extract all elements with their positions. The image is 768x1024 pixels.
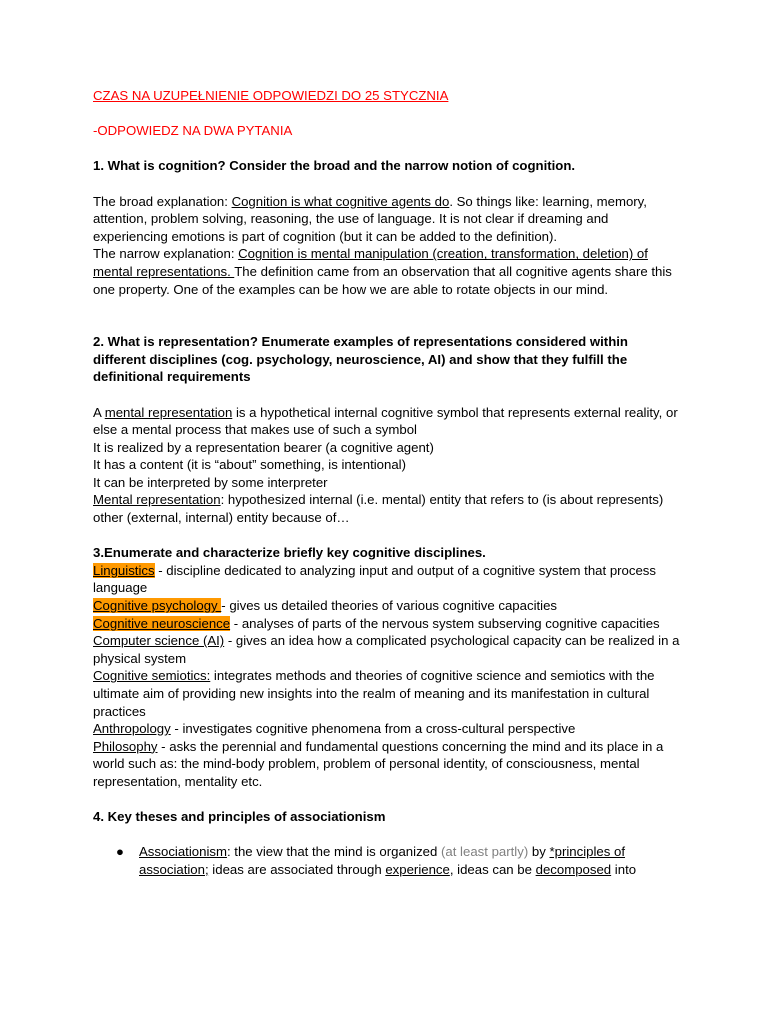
q2-line-hypothesized: Mental representation: hypothesized internal (i.e. mental) entity that refers to (is about represents) other (external, internal) entity because of…: [93, 492, 664, 526]
discipline-linguistics: Linguistics - discipline dedicated to analyzing input and output of a cognitive system that process language: [93, 562, 656, 596]
document-body: [93, 87, 683, 879]
experience-term: experience: [385, 861, 450, 877]
mental-representation-term-2: Mental representation: [93, 492, 221, 508]
associationism-term: Associationism: [139, 844, 227, 860]
q1-heading: 1. What is cognition? Consider the broad and the narrow notion of cognition.: [93, 158, 576, 174]
principles-term: *principles of association;: [139, 844, 625, 877]
discipline-term: Philosophy: [93, 738, 158, 754]
q3-heading: 3.Enumerate and characterize briefly key cognitive disciplines.: [93, 545, 486, 561]
deadline-notice: [93, 87, 683, 105]
discipline-term: Anthropology: [93, 721, 171, 737]
list-item: ● Associationism: the view that the mind is organized (at least partly) by *principles of association; ideas are associated through experience, ideas can be decomposed into: [116, 844, 637, 877]
discipline-term: Cognitive semiotics:: [93, 668, 211, 684]
discipline-term: Linguistics: [93, 562, 155, 578]
discipline-term: Cognitive neuroscience: [93, 615, 231, 631]
narrow-definition: Cognition is mental manipulation (creation, transformation, deletion) of mental representations.: [93, 246, 648, 279]
discipline-term: Computer science (AI): [93, 633, 225, 649]
q2-line-bearer: It is realized by a representation bearer (a cognitive agent): [93, 439, 434, 455]
bullet-icon: ●: [116, 844, 124, 860]
instruction-notice: -ODPOWIEDZ NA DWA PYTANIA: [93, 123, 293, 139]
deadline-text: CZAS NA UZUPEŁNIENIE ODPOWIEDZI DO 25 STYCZNIA: [93, 88, 449, 103]
q2-line-content: It has a content (it is “about” something, is intentional): [93, 457, 406, 473]
discipline-computer-science: Computer science (AI) - gives an idea how a complicated psychological capacity can be realized in a physical system: [93, 633, 680, 666]
discipline-philosophy: Philosophy - asks the perennial and fundamental questions concerning the mind and its place in a world such as: the mind-body problem, problem of personal identity, of consciousness, mental representation, mentality etc.: [93, 738, 664, 789]
q4-heading: 4. Key theses and principles of associationism: [93, 809, 386, 825]
q4-bullet-list: [93, 843, 683, 878]
q1-broad-paragraph: The broad explanation: Cognition is what cognitive agents do. So things like: learning, memory, attention, problem solving, reasoning, the use of language. It is not clear if dreaming and experiencing emotions is part of cognition (but it can be added to the definition).: [93, 193, 647, 244]
discipline-cognitive-psychology: Cognitive psychology - gives us detailed theories of various cognitive capacities: [93, 598, 558, 614]
decomposed-term: decomposed: [535, 861, 612, 877]
mental-representation-term: mental representation: [104, 404, 233, 420]
q2-definition: A mental representation is a hypothetical internal cognitive symbol that represents external reality, or else a mental process that makes use of such a symbol: [93, 404, 678, 438]
q1-narrow-paragraph: The narrow explanation: Cognition is mental manipulation (creation, transformation, deletion) of mental representations. The definition came from an observation that all cognitive agents share this one property. One of the examples can be how we are able to rotate objects in our mind.: [93, 246, 672, 297]
q2-heading: 2. What is representation? Enumerate examples of representations considered within different disciplines (cog. psychology, neuroscience, AI) and show that they fulfill the definitional requirements: [93, 334, 628, 385]
discipline-cognitive-neuroscience: Cognitive neuroscience - analyses of parts of the nervous system subserving cognitive capacities: [93, 615, 660, 631]
discipline-term: Cognitive psychology: [93, 598, 222, 614]
discipline-anthropology: Anthropology - investigates cognitive phenomena from a cross-cultural perspective: [93, 721, 576, 737]
parenthetical-note: (at least partly): [441, 844, 529, 860]
q2-line-interpreter: It can be interpreted by some interpreter: [93, 474, 328, 490]
discipline-cognitive-semiotics: Cognitive semiotics: integrates methods and theories of cognitive science and semiotics with the ultimate aim of providing new insights into the realm of meaning and its manifestation in cultural practices: [93, 668, 655, 719]
broad-definition: Cognition is what cognitive agents do: [231, 193, 450, 209]
